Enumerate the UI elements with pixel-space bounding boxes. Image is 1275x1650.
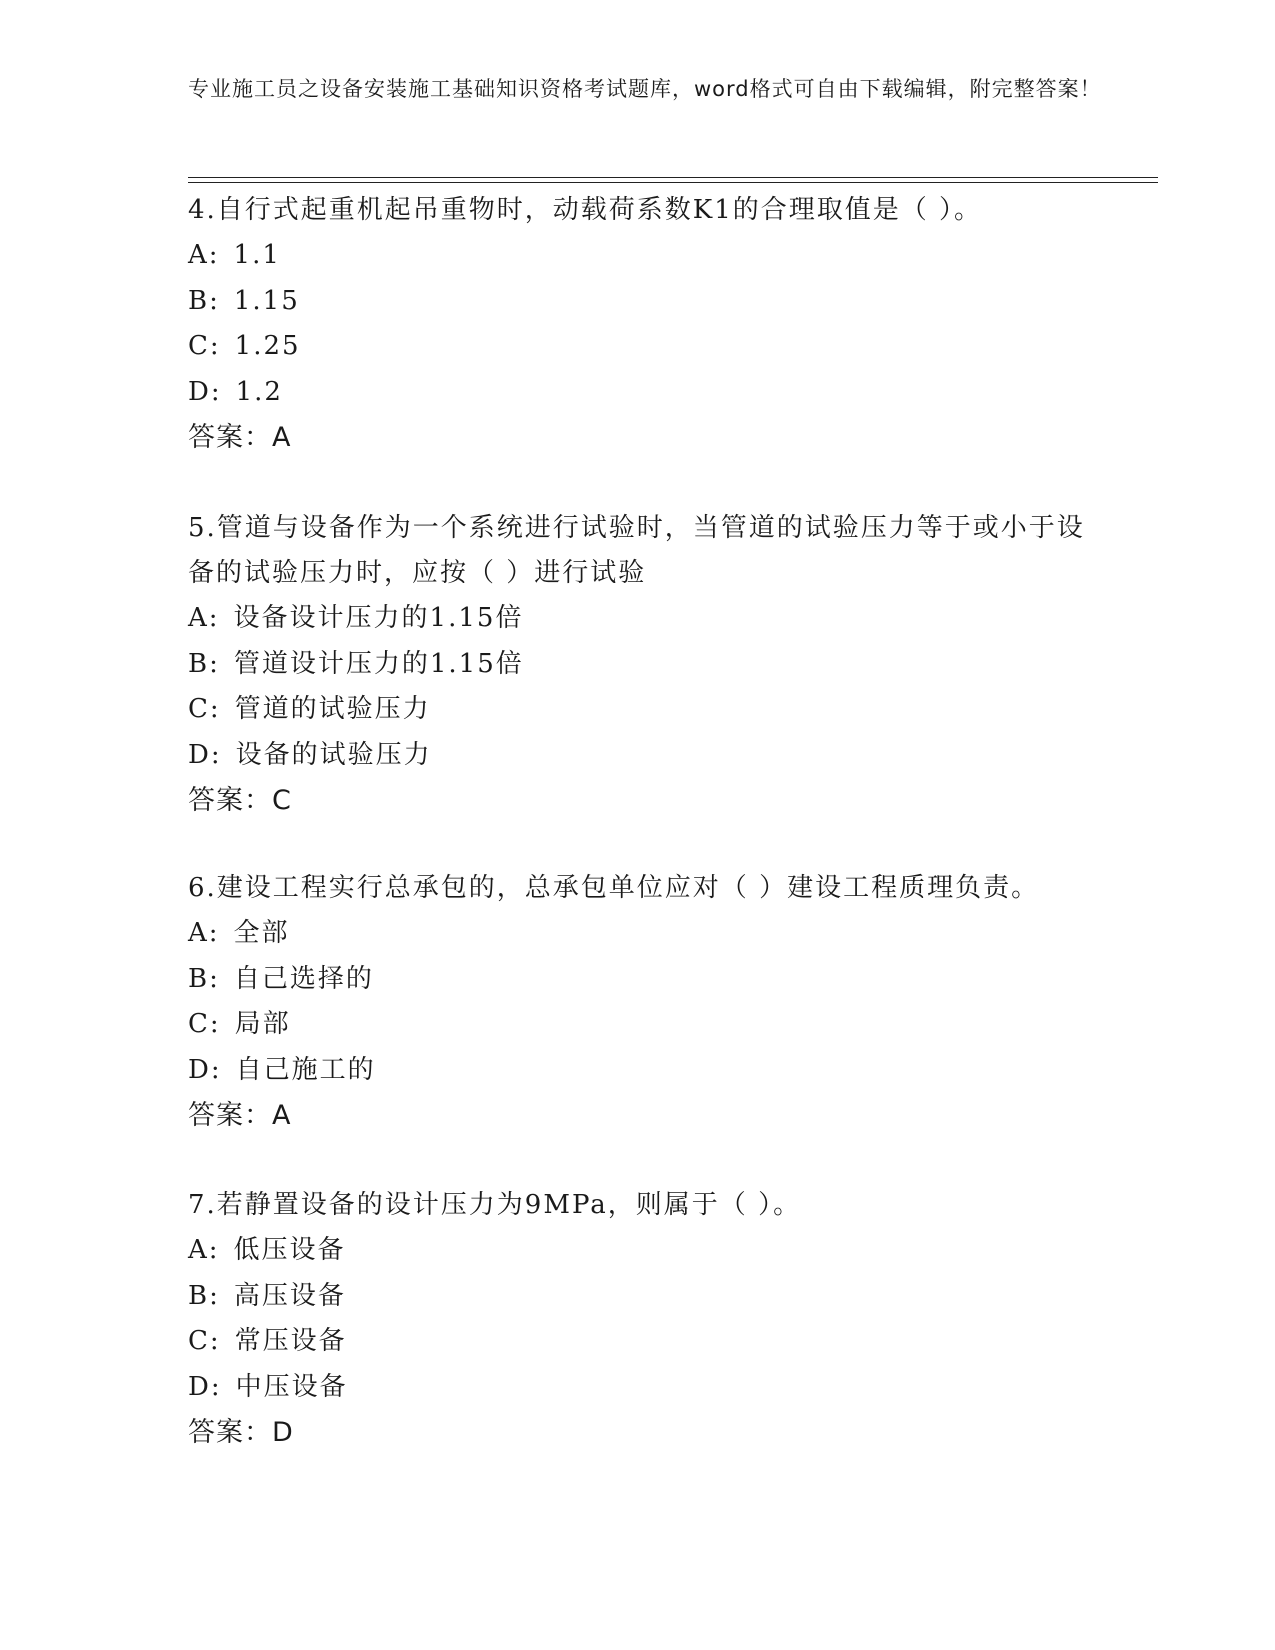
option-c [188,324,1088,370]
option-text: 自己施工的 [235,1054,376,1085]
option-b [188,957,1088,1003]
option-text: 管道的试验压力 [234,694,431,724]
option-letter: B [188,648,210,679]
option-text: 设备设计压力的1.15倍 [233,603,524,633]
option-c [188,687,1088,733]
option-c [188,1319,1088,1365]
question-stem: 7.若静置设备的设计压力为9MPa，则属于（ ）。 [188,1190,802,1220]
option-text: 1.2 [235,376,283,407]
option-separator: : [208,918,220,948]
option-text: 常压设备 [234,1326,347,1356]
option-b [188,1274,1088,1320]
answer-line: 答案：C [188,785,292,816]
option-separator: : [209,285,220,316]
question-5 [188,506,1088,824]
option-text: 全部 [233,918,290,948]
option-separator: : [210,739,222,770]
option-text: 1.1 [233,240,281,270]
option-letter: B [188,285,210,316]
answer-line: 答案：D [188,1417,294,1448]
option-separator: : [209,648,220,679]
option-text: 管道设计压力的1.15倍 [233,648,524,679]
option-text: 设备的试验压力 [235,739,432,770]
option-d [188,370,1088,416]
answer-line: 答案：A [188,1100,292,1131]
option-separator: : [210,376,222,407]
option-separator: : [209,1280,220,1311]
option-text: 自己选择的 [233,963,374,994]
option-b [188,279,1088,325]
option-d [188,1365,1088,1411]
option-text: 中压设备 [235,1371,348,1402]
document-header: 专业施工员之设备安装施工基础知识资格考试题库，word格式可自由下载编辑，附完整答案！ [188,77,1102,101]
option-separator: : [208,240,220,270]
option-a [188,233,1088,279]
option-text: 局部 [234,1009,291,1039]
option-separator: : [209,694,221,724]
question-7 [188,1183,1088,1456]
option-letter: C [188,331,210,361]
option-separator: : [208,603,220,633]
option-d [188,733,1088,779]
question-4 [188,188,1088,461]
option-letter: D [188,1371,211,1402]
question-stem: 5.管道与设备作为一个系统进行试验时，当管道的试验压力等于或小于设备的试验压力时，应按（ ）进行试验 [188,513,1085,588]
answer-line: 答案：A [188,422,292,453]
option-a [188,911,1088,957]
option-separator: : [208,1235,220,1265]
question-stem: 4.自行式起重机起吊重物时，动载荷系数K1的合理取值是（ ）。 [188,195,983,225]
option-text: 低压设备 [233,1235,346,1265]
option-letter: D [188,376,211,407]
option-separator: : [209,1326,221,1356]
option-separator: : [209,963,220,994]
option-a [188,1228,1088,1274]
option-list [188,1228,1088,1410]
option-text: 1.15 [233,285,300,316]
option-letter: C [188,1009,210,1039]
option-letter: C [188,694,210,724]
option-separator: : [209,331,221,361]
option-letter: D [188,739,211,770]
question-6 [188,866,1088,1139]
question-stem: 6.建设工程实行总承包的，总承包单位应对（ ）建设工程质理负责。 [188,873,1040,903]
option-d [188,1048,1088,1094]
header-divider-top [188,177,1158,178]
option-letter: A [188,1235,209,1265]
option-separator: : [210,1371,222,1402]
option-separator: : [209,1009,221,1039]
option-letter: A [188,603,209,633]
option-letter: C [188,1326,210,1356]
option-letter: B [188,963,210,994]
option-c [188,1002,1088,1048]
option-a [188,596,1088,642]
option-letter: D [188,1054,211,1085]
option-letter: A [188,918,209,948]
option-text: 高压设备 [233,1280,346,1311]
header-divider-bottom [188,182,1158,183]
option-text: 1.25 [234,331,301,361]
option-separator: : [210,1054,222,1085]
option-list [188,233,1088,415]
option-letter: A [188,240,209,270]
option-b [188,642,1088,688]
option-letter: B [188,1280,210,1311]
option-list [188,596,1088,778]
option-list [188,911,1088,1093]
